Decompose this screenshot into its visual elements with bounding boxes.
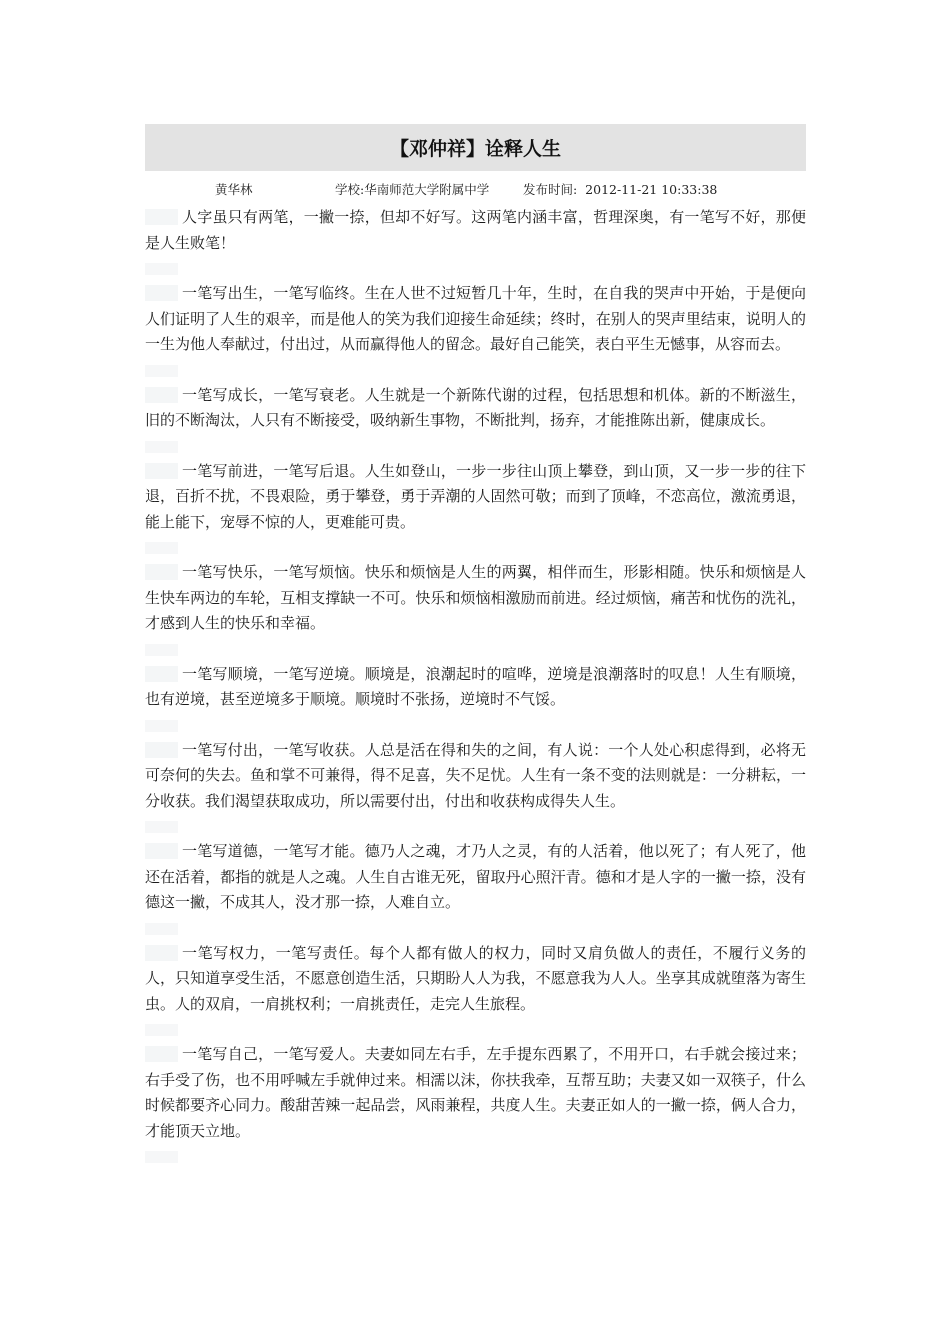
publish-time: 2012-11-21 10:33:38 [585,182,718,197]
paragraph-spacer [145,535,806,560]
paragraph-spacer [145,434,806,459]
school-name: 学校:华南师范大学附属中学 [335,182,490,197]
article-meta [145,171,806,205]
paragraph-spacer [145,637,806,662]
paragraph: 一笔写前进，一笔写后退。人生如登山，一步一步往山顶上攀登，到山顶，又一步一步的往下退，百折不扰，不畏艰险，勇于攀登，勇于弄潮的人固然可敬；而到了顶峰，不恋高位，激流勇退，能上能下，宠辱不惊的人，更难能可贵。 [145,459,806,536]
paragraph: 一笔写快乐，一笔写烦恼。快乐和烦恼是人生的两翼，相伴而生，形影相随。快乐和烦恼是人生快车两边的车轮，互相支撑缺一不可。快乐和烦恼相激励而前进。经过烦恼，痛苦和忧伤的洗礼，才感到人生的快乐和幸福。 [145,560,806,637]
page-title: 【邓仲祥】诠释人生 [389,138,561,160]
article [145,124,806,1169]
paragraph-spacer [145,1144,806,1169]
paragraph: 人字虽只有两笔，一撇一捺，但却不好写。这两笔内涵丰富，哲理深奥，有一笔写不好，那便是人生败笔！ [145,205,806,256]
paragraph-spacer [145,814,806,839]
paragraph: 一笔写付出，一笔写收获。人总是活在得和失的之间，有人说：一个人处心积虑得到，必将无可奈何的失去。鱼和掌不可兼得，得不足喜，失不足忧。人生有一条不变的法则就是：一分耕耘，一分收获。我们渴望获取成功，所以需要付出，付出和收获构成得失人生。 [145,738,806,815]
paragraph-spacer [145,256,806,281]
paragraph: 一笔写自己，一笔写爱人。夫妻如同左右手，左手提东西累了，不用开口，右手就会接过来；右手受了伤，也不用呼喊左手就伸过来。相濡以沫，你扶我牵，互帮互助；夫妻又如一双筷子，什么时候都要齐心同力。酸甜苦辣一起品尝，风雨兼程，共度人生。夫妻正如人的一撇一捺，俩人合力，才能顶天立地。 [145,1042,806,1144]
paragraph: 一笔写出生，一笔写临终。生在人世不过短暂几十年，生时，在自我的哭声中开始，于是便向人们证明了人生的艰辛，而是他人的笑为我们迎接生命延续；终时，在别人的哭声里结束，说明人的一生为他人奉献过，付出过，从而赢得他人的留念。最好自己能笑，表白平生无憾事，从容而去。 [145,281,806,358]
paragraph-spacer [145,713,806,738]
author-name: 黄华林 [215,182,253,197]
publish-info [523,180,717,198]
publish-label: 发布时间: [523,182,578,197]
paragraph-spacer [145,358,806,383]
paragraph-spacer [145,916,806,941]
paragraph: 一笔写成长，一笔写衰老。人生就是一个新陈代谢的过程，包括思想和机体。新的不断滋生，旧的不断淘汰，人只有不断接受，吸纳新生事物，不断批判，扬弃，才能推陈出新，健康成长。 [145,383,806,434]
paragraph: 一笔写顺境，一笔写逆境。顺境是，浪潮起时的喧哗，逆境是浪潮落时的叹息！人生有顺境，也有逆境，甚至逆境多于顺境。顺境时不张扬，逆境时不气馁。 [145,662,806,713]
paragraph: 一笔写权力，一笔写责任。每个人都有做人的权力，同时又肩负做人的责任，不履行义务的人，只知道享受生活，不愿意创造生活，只期盼人人为我，不愿意我为人人。坐享其成就堕落为寄生虫。人的双肩，一肩挑权利；一肩挑责任，走完人生旅程。 [145,941,806,1018]
paragraph: 一笔写道德，一笔写才能。德乃人之魂，才乃人之灵，有的人活着，他以死了；有人死了，他还在活着，都指的就是人之魂。人生自古谁无死，留取丹心照汗青。德和才是人字的一撇一捺，没有德这一撇，不成其人，没才那一捺，人难自立。 [145,839,806,916]
title-bar [145,124,806,171]
paragraph-spacer [145,1017,806,1042]
article-body [145,205,806,1169]
